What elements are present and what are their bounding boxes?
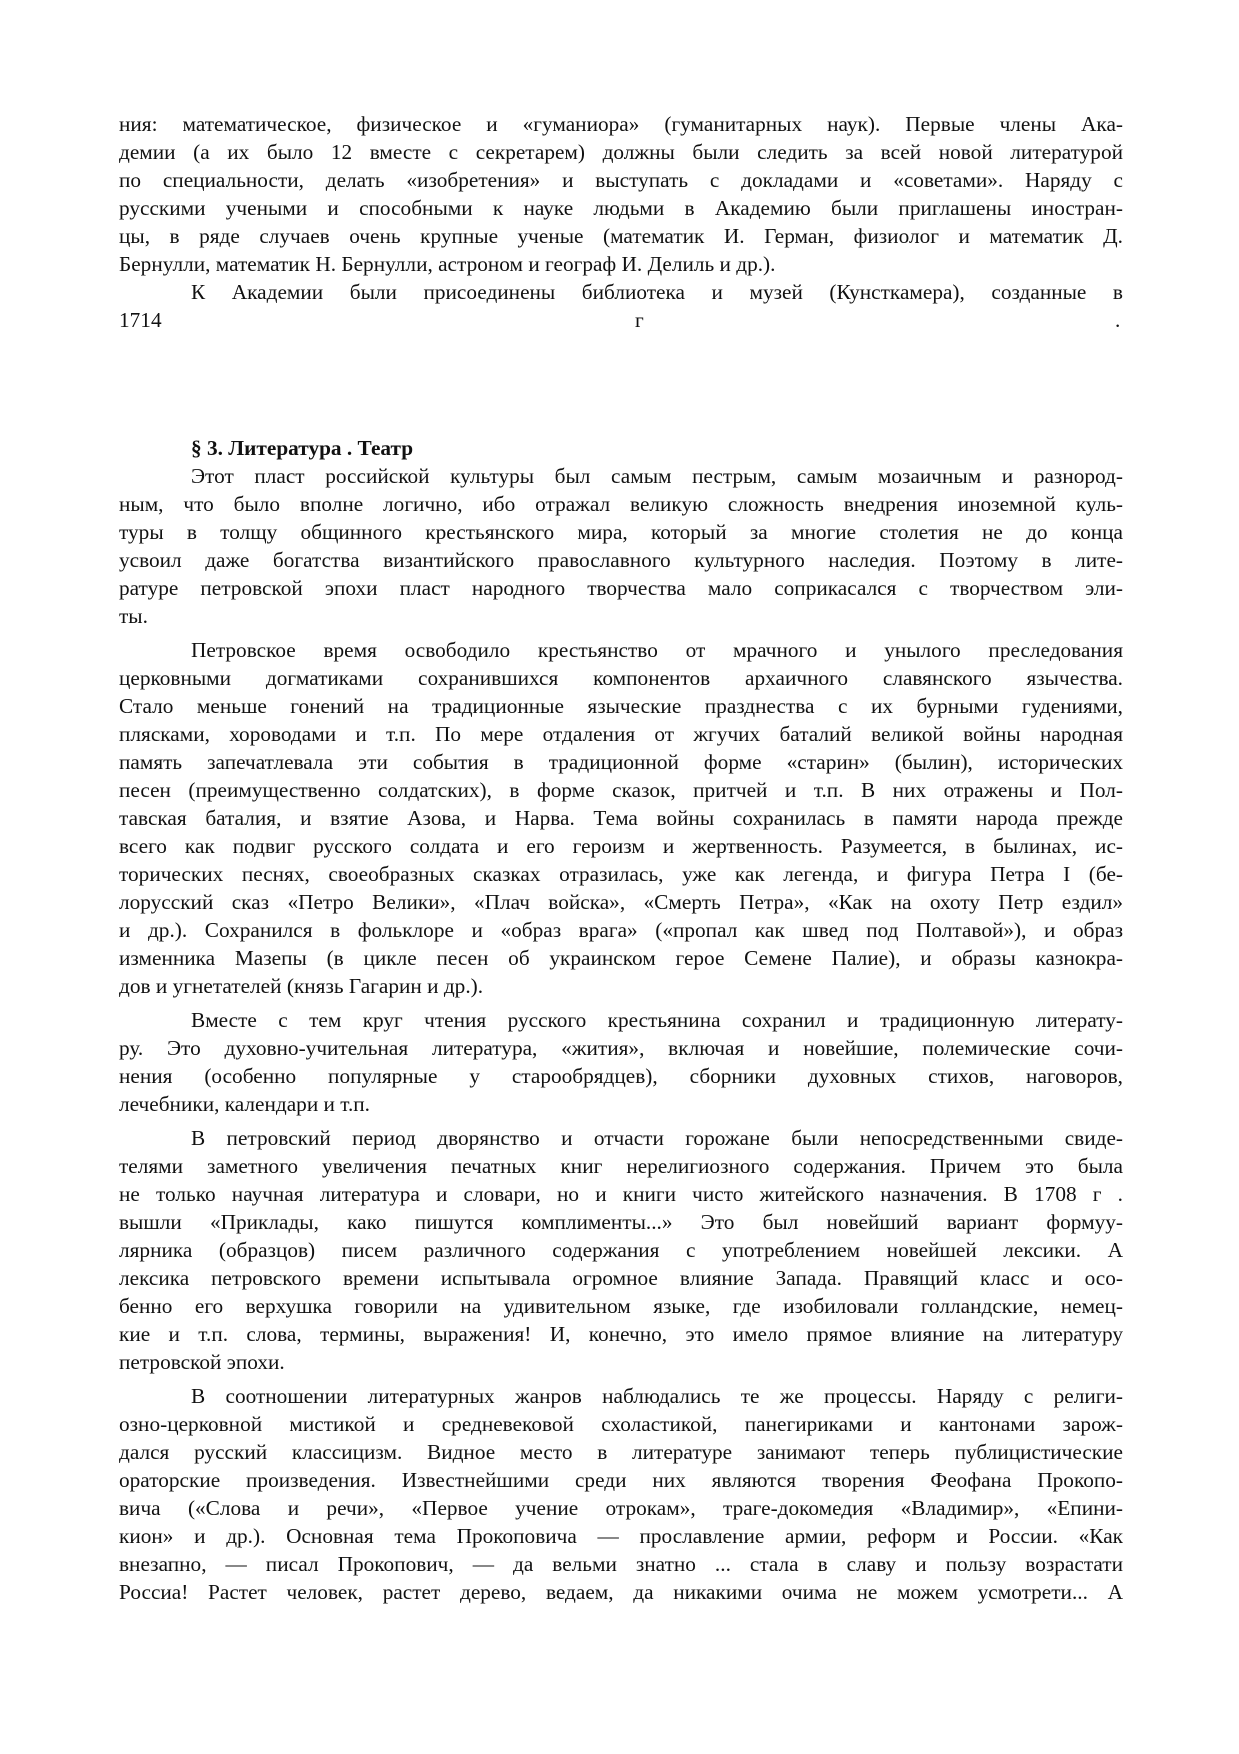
- text-line: В соотношении литературных жанров наблюдались те же процессы. Наряду с религи-: [191, 1384, 1123, 1408]
- text-line: внезапно, — писал Прокопович, — да вельми знатно ... стала в славу и пользу возрастати: [119, 1552, 1123, 1576]
- text-line: цы, в ряде случаев очень крупные ученые (математик И. Герман, физиолог и математик Д.: [119, 224, 1123, 248]
- text-line: не только научная литература и словари, но и книги чисто житейского назначения. В 1708 г .: [119, 1182, 1123, 1206]
- text-line: лексика петровского времени испытывала огромное влияние Запада. Правящий класс и осо-: [119, 1266, 1123, 1290]
- text-line: лярника (образцов) писем различного содержания с употреблением новейшей лексики. А: [119, 1238, 1123, 1262]
- text-line: ораторские произведения. Известнейшими среди них являются творения Феофана Прокопо-: [119, 1468, 1123, 1492]
- text-line: лорусский сказ «Петро Велики», «Плач войска», «Смерть Петра», «Как на охоту Петр ездил»: [119, 890, 1123, 914]
- text-line: В петровский период дворянство и отчасти горожане были непосредственными свиде-: [191, 1126, 1123, 1150]
- text-line: бенно его верхушка говорили на удивительном языке, где изобиловали голландские, немец-: [119, 1294, 1123, 1318]
- text-line: дался русский классицизм. Видное место в литературе занимают теперь публицистические: [119, 1440, 1123, 1464]
- text-line: Бернулли, математик Н. Бернулли, астроном и географ И. Делиль и др.).: [119, 252, 776, 276]
- text-line: Вместе с тем круг чтения русского крестьянина сохранил и традиционную литерату-: [191, 1008, 1123, 1032]
- text-line: туры в толщу общинного крестьянского мира, который за многие столетия не до конца: [119, 520, 1123, 544]
- text-line: нения (особенно популярные у старообрядцев), сборники духовных стихов, наговоров,: [119, 1064, 1123, 1088]
- text-line: ру. Это духовно-учительная литература, «жития», включая и новейшие, полемические сочи-: [119, 1036, 1123, 1060]
- text-line: и др.). Сохранился в фольклоре и «образ врага» («пропал как швед под Полтавой»), и образ: [119, 918, 1123, 942]
- text-line: тавская баталия, и взятие Азова, и Нарва. Тема войны сохранилась в памяти народа прежде: [119, 806, 1123, 830]
- academy-dot: .: [1115, 308, 1121, 332]
- text-line: демии (а их было 12 вместе с секретарем) должны были следить за всей новой литературой: [119, 140, 1123, 164]
- text-line: кион» и др.). Основная тема Прокоповича — прославление армии, реформ и России. «Как: [119, 1524, 1123, 1548]
- academy-g: г: [635, 308, 644, 332]
- text-line: озно-церковной мистикой и средневековой схоластикой, панегириками и кантонами зарож-: [119, 1412, 1123, 1436]
- text-line: ратуре петровской эпохи пласт народного творчества мало соприкасался с творчеством эли-: [119, 576, 1123, 600]
- academy-year: 1714: [119, 308, 162, 332]
- text-line: усвоил даже богатства византийского православного культурного наследия. Поэтому в лите-: [119, 548, 1123, 572]
- text-line: Россиа! Растет человек, растет дерево, ведаем, да никакими очима не можем усмотрети... А: [119, 1580, 1123, 1604]
- text-line: церковными догматиками сохранившихся компонентов архаичного славянского язычества.: [119, 666, 1123, 690]
- text-line: петровской эпохи.: [119, 1350, 285, 1374]
- text-line: торических песнях, своеобразных сказках отразилась, уже как легенда, и фигура Петра I (бе-: [119, 862, 1123, 886]
- text-line: телями заметного увеличения печатных книг нерелигиозного содержания. Причем это была: [119, 1154, 1123, 1178]
- text-line: всего как подвиг русского солдата и его героизм и жертвенность. Разумеется, в былинах, ис-: [119, 834, 1123, 858]
- text-line: ты.: [119, 604, 148, 628]
- text-line: Стало меньше гонений на традиционные языческие празднества с их бурными гудениями,: [119, 694, 1123, 718]
- text-line: К Академии были присоединены библиотека и музей (Кунсткамера), созданные в: [191, 280, 1123, 304]
- text-line: вышли «Приклады, како пишутся комплименты...» Это был новейший вариант формуу-: [119, 1210, 1123, 1234]
- section-heading: § 3. Литература . Театр: [191, 436, 414, 460]
- text-line: русскими учеными и способными к науке людьми в Академию были приглашены иностран-: [119, 196, 1123, 220]
- text-line: изменника Мазепы (в цикле песен об украинском герое Семене Палие), и образы казнокра-: [119, 946, 1123, 970]
- text-line: по специальности, делать «изобретения» и выступать с докладами и «советами». Наряду с: [119, 168, 1123, 192]
- text-line: вича («Слова и речи», «Первое учение отрокам», траге-докомедия «Владимир», «Епини-: [119, 1496, 1123, 1520]
- text-line: кие и т.п. слова, термины, выражения! И, конечно, это имело прямое влияние на литературу: [119, 1322, 1123, 1346]
- text-line: песен (преимущественно солдатских), в форме сказок, притчей и т.п. В них отражены и Пол-: [119, 778, 1123, 802]
- text-line: ным, что было вполне логично, ибо отражал великую сложность внедрения иноземной куль-: [119, 492, 1123, 516]
- text-line: лечебники, календари и т.п.: [119, 1092, 371, 1116]
- text-line: плясками, хороводами и т.п. По мере отдаления от жгучих баталий великой войны народная: [119, 722, 1123, 746]
- text-line: дов и угнетателей (князь Гагарин и др.).: [119, 974, 484, 998]
- text-line: Петровское время освободило крестьянство от мрачного и унылого преследования: [191, 638, 1123, 662]
- text-line: Этот пласт российской культуры был самым пестрым, самым мозаичным и разнород-: [191, 464, 1123, 488]
- text-line: память запечатлевала эти события в традиционной форме «старин» (былин), исторических: [119, 750, 1123, 774]
- text-line: ния: математическое, физическое и «гуманиора» (гуманитарных наук). Первые члены Ака-: [119, 112, 1123, 136]
